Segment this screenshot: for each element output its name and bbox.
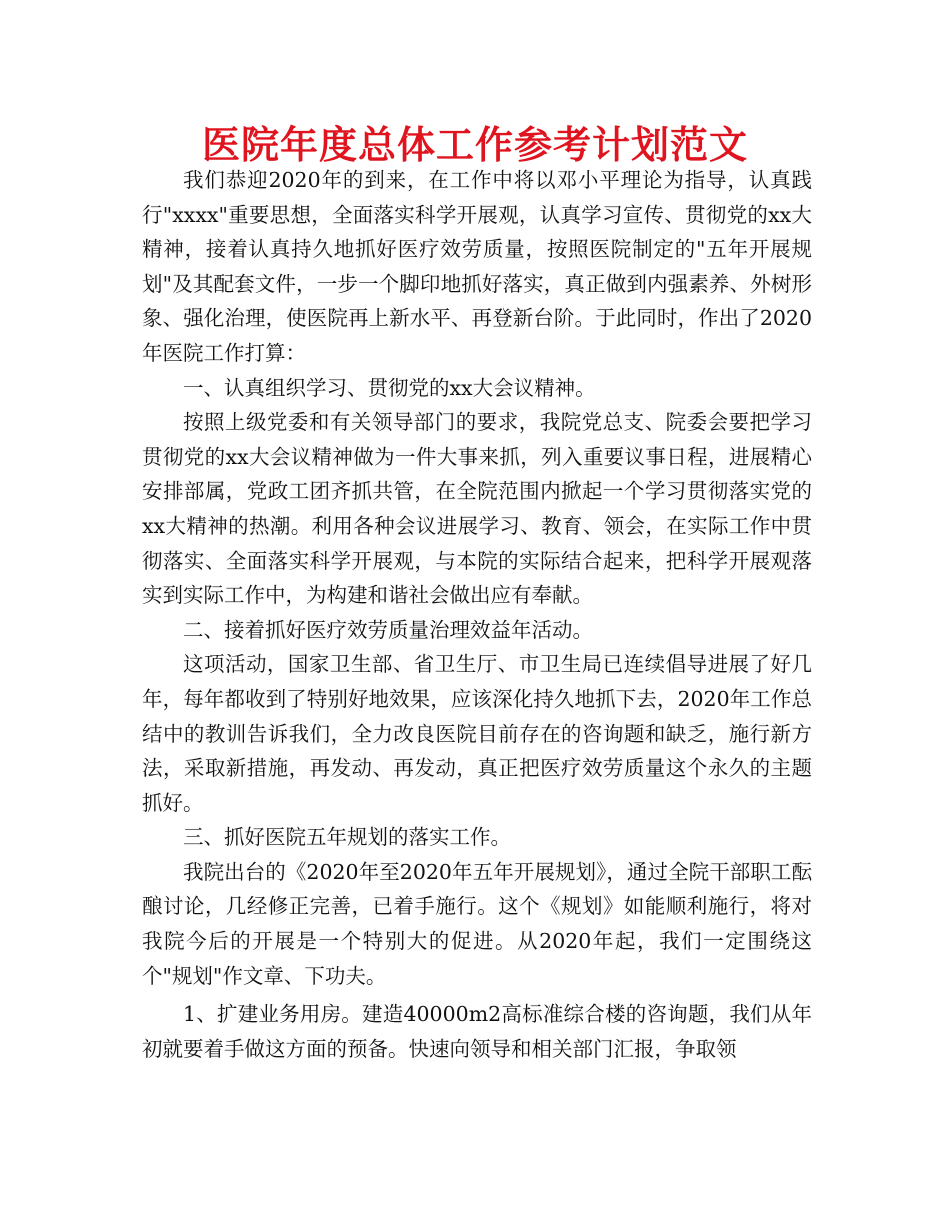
paragraph-section-2: 这项活动，国家卫生部、省卫生厅、市卫生局已连续倡导进展了好几年，每年都收到了特别好地效果，应该深化持久地抓下去，2020年工作总结中的教训告诉我们，全力改良医院目前存在的咨询题和缺乏，施行新方法，采取新措施，再发动、再发动，真正把医疗效劳质量这个永久的主题抓好。 [142,652,812,815]
section-heading-3: 三、抓好医院五年规划的落实工作。 [183,825,511,850]
document-title: 医院年度总体工作参考计划范文 [201,123,748,167]
paragraph-section-3: 我院出台的《2020年至2020年五年开展规划》，通过全院干部职工酝酿讨论，几经修正完善，已着手施行。这个《规划》如能顺利施行，将对我院今后的开展是一个特别大的促进。从2020年起，我们一定围绕这个"规划"作文章、下功夫。 [142,859,812,988]
paragraph-intro: 我们恭迎2020年的到来，在工作中将以邓小平理论为指导，认真践行"xxxx"重要思想，全面落实科学开展观，认真学习宣传、贯彻党的xx大精神，接着认真持久地抓好医疗效劳质量，按照医院制定的"五年开展规划"及其配套文件，一步一个脚印地抓好落实，真正做到内强素养、外树形象、强化治理，使医院再上新水平、再登新台阶。于此同时，作出了2020年医院工作打算： [142,168,812,365]
paragraph-item-1: 1、扩建业务用房。建造40000m2高标准综合楼的咨询题，我们从年初就要着手做这方面的预备。快速向领导和相关部门汇报，争取领 [142,1002,812,1061]
paragraph-section-1: 按照上级党委和有关领导部门的要求，我院党总支、院委会要把学习贯彻党的xx大会议精神做为一件大事来抓，列入重要议事日程，进展精心安排部属，党政工团齐抓共管，在全院范围内掀起一个学习贯彻落实党的xx大精神的热潮。利用各种会议进展学习、教育、领会，在实际工作中贯彻落实、全面落实科学开展观，与本院的实际结合起来，把科学开展观落实到实际工作中，为构建和谐社会做出应有奉献。 [142,410,812,608]
document-body [142,163,812,1066]
section-heading-1: 一、认真组织学习、贯彻党的xx大会议精神。 [183,375,596,400]
section-heading-2: 二、接着抓好医疗效劳质量治理效益年活动。 [183,617,593,642]
